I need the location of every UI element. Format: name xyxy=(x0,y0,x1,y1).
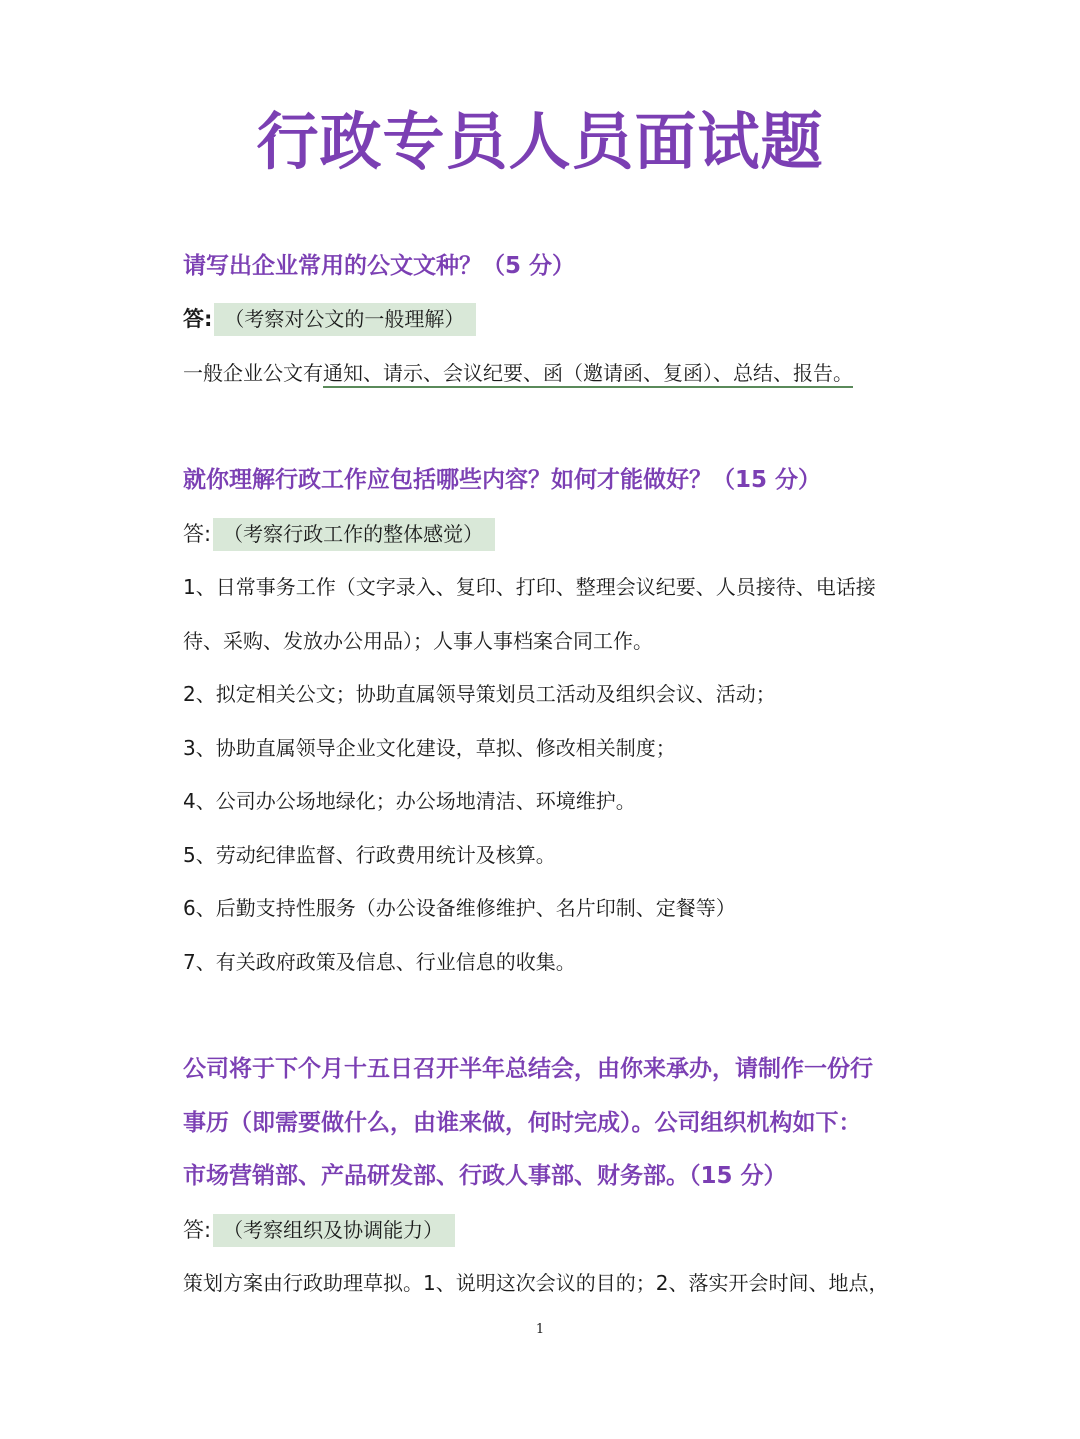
answer-label: 答: xyxy=(183,1218,212,1242)
question-1: 请写出企业常用的公文文种？（5 分） xyxy=(183,253,576,279)
question-3-line-2: 事历（即需要做什么，由谁来做，何时完成）。公司组织机构如下： xyxy=(183,1110,862,1136)
list-item: 6、后勤支持性服务（办公设备维修维护、名片印制、定餐等） xyxy=(183,896,736,920)
answer-hint: （考察对公文的一般理解） xyxy=(214,303,476,336)
list-item: 5、劳动纪律监督、行政费用统计及核算。 xyxy=(183,843,556,867)
question-3-line-1: 公司将于下个月十五日召开半年总结会，由你来承办，请制作一份行 xyxy=(183,1056,873,1082)
page-title: 行政专员人员面试题 xyxy=(256,105,824,178)
answer-body-3: 策划方案由行政助理草拟。1、说明这次会议的目的；2、落实开会时间、地点， xyxy=(183,1271,889,1295)
answer-label: 答: xyxy=(183,522,212,546)
list-item: 待、采购、发放办公用品）；人事人事档案合同工作。 xyxy=(183,629,653,653)
list-item: 1、日常事务工作（文字录入、复印、打印、整理会议纪要、人员接待、电话接 xyxy=(183,575,876,599)
page-number: 1 xyxy=(535,1322,545,1337)
answer-hint: （考察行政工作的整体感觉） xyxy=(213,518,495,551)
list-item: 7、有关政府政策及信息、行业信息的收集。 xyxy=(183,950,576,974)
list-item: 4、公司办公场地绿化；办公场地清洁、环境维护。 xyxy=(183,789,636,813)
answer-label: 答: xyxy=(183,307,213,331)
list-item: 2、拟定相关公文；协助直属领导策划员工活动及组织会议、活动； xyxy=(183,682,776,706)
question-3-line-3: 市场营销部、产品研发部、行政人事部、财务部。（15 分） xyxy=(183,1163,787,1189)
answer-body-1 xyxy=(183,358,853,388)
answer-body-prefix: 一般企业公文有 xyxy=(183,361,323,385)
answer-body-underlined: 通知、请示、会议纪要、函（邀请函、复函）、总结、报告。 xyxy=(323,361,853,388)
answer-row-1 xyxy=(183,301,476,337)
answer-row-2 xyxy=(183,516,495,552)
answer-row-3 xyxy=(183,1212,455,1248)
question-2: 就你理解行政工作应包括哪些内容？如何才能做好？（15 分） xyxy=(183,467,822,493)
list-item: 3、协助直属领导企业文化建设，草拟、修改相关制度； xyxy=(183,736,676,760)
answer-hint: （考察组织及协调能力） xyxy=(213,1214,455,1247)
